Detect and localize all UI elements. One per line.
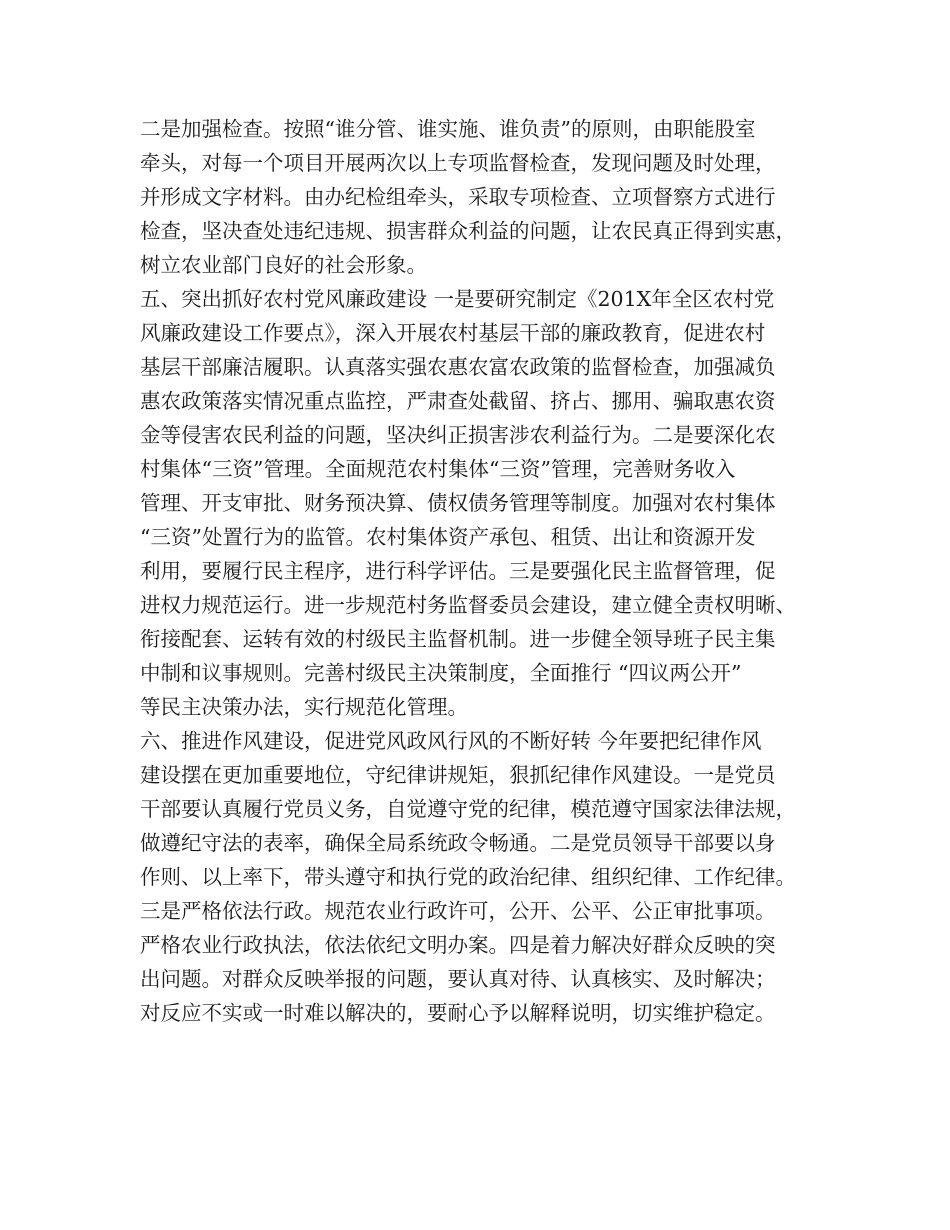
text-line: 进权力规范运行。进一步规范村务监督委员会建设，建立健全责权明晰、 (140, 593, 796, 617)
text-line: 并形成文字材料。由办纪检组牵头，采取专项检查、立项督察方式进行 (140, 185, 776, 209)
body-text (140, 112, 830, 1030)
text-line: 作则、以上率下，带头遵守和执行党的政治纪律、组织纪律、工作纪律。 (140, 865, 796, 889)
text-line: 风廉政建设工作要点》，深入开展农村基层干部的廉政教育，促进农村 (140, 321, 766, 345)
section-heading-line: 六、推进作风建设，促进党风政风行风的不断好转 今年要把纪律作风 (140, 729, 762, 753)
text-line: 检查，坚决查处违纪违规、损害群众利益的问题，让农民真正得到实惠， (140, 219, 796, 243)
text-line: 对反应不实或一时难以解决的，要耐心予以解释说明，切实维护稳定。 (140, 1001, 776, 1025)
text-line: 出问题。对群众反映举报的问题，要认真对待、认真核实、及时解决； (140, 967, 776, 991)
text-line: 建设摆在更加重要地位，守纪律讲规矩，狠抓纪律作风建设。一是党员 (140, 763, 776, 787)
text-line: 衔接配套、运转有效的村级民主监督机制。进一步健全领导班子民主集 (140, 627, 776, 651)
text-line: 基层干部廉洁履职。认真落实强农惠农富农政策的监督检查，加强减负 (140, 355, 776, 379)
text-line: 等民主决策办法，实行规范化管理。 (140, 695, 468, 719)
text-line: 做遵纪守法的表率，确保全局系统政令畅通。二是党员领导干部要以身 (140, 831, 776, 855)
text-line: 惠农政策落实情况重点监控，严肃查处截留、挤占、挪用、骗取惠农资 (140, 389, 776, 413)
text-line: 二是加强检查。按照“谁分管、谁实施、谁负责”的原则，由职能股室 (140, 117, 756, 141)
text-line: 干部要认真履行党员义务，自觉遵守党的纪律，模范遵守国家法律法规， (140, 797, 796, 821)
text-line: 金等侵害农民利益的问题，坚决纠正损害涉农利益行为。二是要深化农 (140, 423, 776, 447)
text-line: 树立农业部门良好的社会形象。 (140, 253, 427, 277)
text-line: 牵头，对每一个项目开展两次以上专项监督检查，发现问题及时处理， (140, 151, 776, 175)
text-line: 管理、开支审批、财务预决算、债权债务管理等制度。加强对农村集体 (140, 491, 776, 515)
text-line: 中制和议事规则。完善村级民主决策制度，全面推行 “四议两公开” (140, 661, 742, 685)
text-line: 利用，要履行民主程序，进行科学评估。三是要强化民主监督管理，促 (140, 559, 776, 583)
text-line: 严格农业行政执法，依法依纪文明办案。四是着力解决好群众反映的突 (140, 933, 776, 957)
section-heading-line: 五、突出抓好农村党风廉政建设 一是要研究制定《201X年全区农村党 (140, 287, 775, 311)
text-line: 村集体“三资”管理。全面规范农村集体“三资”管理，完善财务收入 (140, 457, 736, 481)
text-line: 三是严格依法行政。规范农业行政许可，公开、公平、公正审批事项。 (140, 899, 776, 923)
text-line: “三资”处置行为的监管。农村集体资产承包、租赁、出让和资源开发 (140, 525, 756, 549)
